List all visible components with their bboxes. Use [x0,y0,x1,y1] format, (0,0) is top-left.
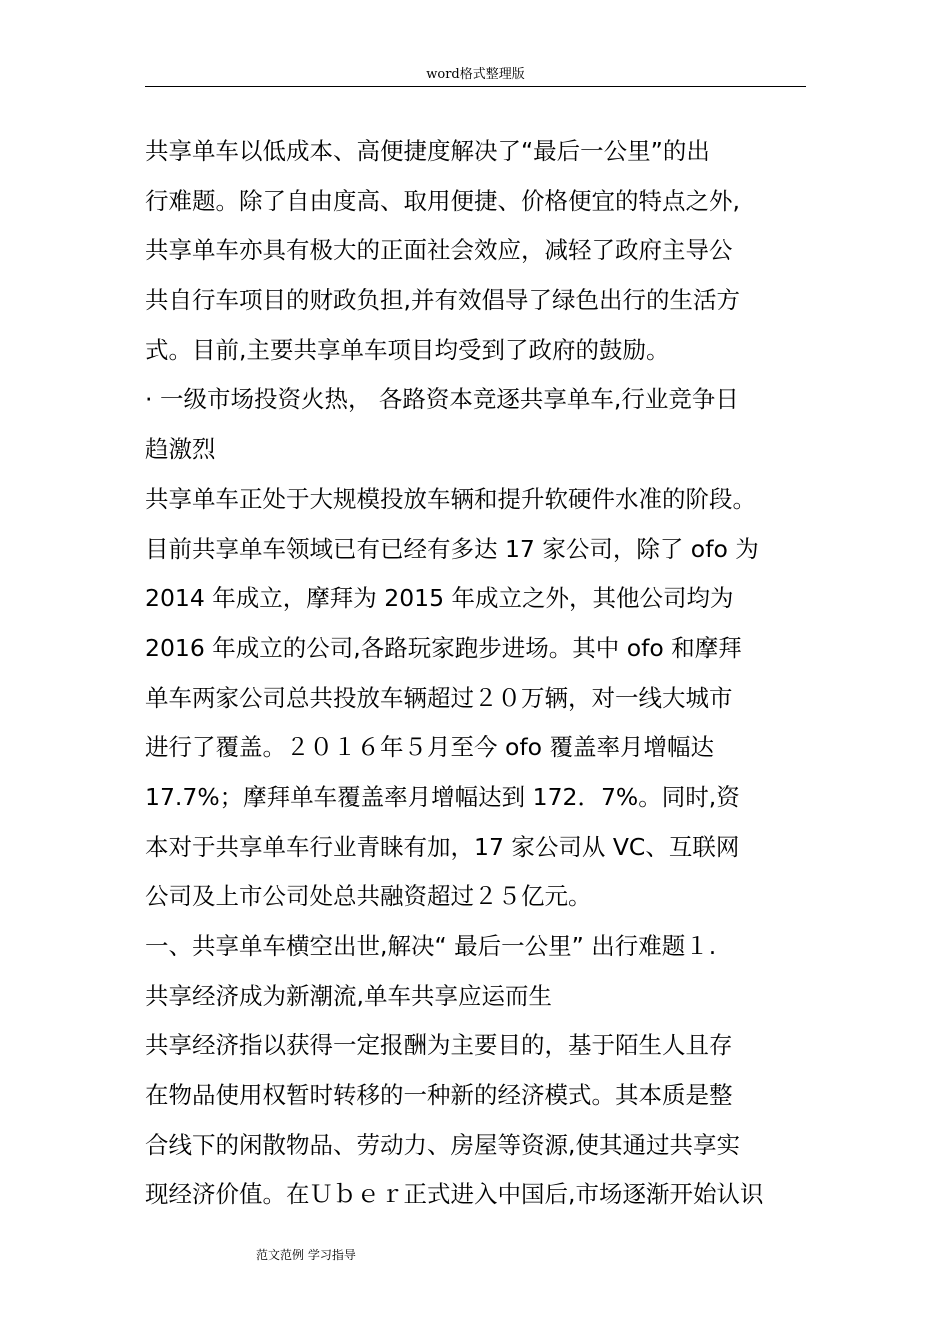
section-heading-line: 一、共享单车横空出世,解决“ 最后一公里” 出行难题１. [145,932,717,960]
text-line: 现经济价值。在Ｕｂｅｒ正式进入中国后,市场逐渐开始认识 [145,1180,764,1209]
text-line: 公司及上市公司处总共融资超过２５亿元。 [145,882,592,911]
text-line: 本对于共享单车行业青睐有加，17 家公司从 VC、互联网 [145,832,740,861]
text-line: 2014 年成立，摩拜为 2015 年成立之外，其他公司均为 [145,584,734,613]
page-header: word格式整理版 [145,66,806,87]
text-line: 共享单车亦具有极大的正面社会效应，减轻了政府主导公 [145,236,733,265]
text-line: 单车两家公司总共投放车辆超过２０万辆，对一线大城市 [145,683,733,712]
text-line: 目前共享单车领域已有已经有多达 17 家公司，除了 ofo 为 [145,534,759,563]
text-line: 行难题。除了自由度高、取用便捷、价格便宜的特点之外, [145,186,740,215]
text-line: 2016 年成立的公司,各路玩家跑步进场。其中 ofo 和摩拜 [145,633,742,662]
text-line: 共享单车以低成本、高便捷度解决了“最后一公里”的出 [145,137,710,165]
text-line: 共享单车正处于大规模投放车辆和提升软硬件水准的阶段。 [145,484,756,513]
section-heading-line: 趋激烈 [145,435,216,464]
section-heading-line: 共享经济成为新潮流,单车共享应运而生 [145,981,552,1010]
text-line: 共享经济指以获得一定报酬为主要目的，基于陌生人且存 [145,1031,733,1060]
text-line: 合线下的闲散物品、劳动力、房屋等资源,使其通过共享实 [145,1130,740,1159]
text-line: 进行了覆盖。２０１６年５月至今 ofo 覆盖率月增幅达 [145,733,714,762]
section-heading-line: · 一级市场投资火热， 各路资本竞逐共享单车,行业竞争日 [145,385,739,414]
page-footer: 范文范例 学习指导 [256,1248,356,1262]
text-line: 共自行车项目的财政负担,并有效倡导了绿色出行的生活方 [145,286,740,315]
document-body [145,127,810,1220]
text-line: 17.7%；摩拜单车覆盖率月增幅达到 172．7%。同时,资 [145,782,740,811]
text-line: 在物品使用权暂时转移的一种新的经济模式。其本质是整 [145,1081,733,1110]
text-line: 式。目前,主要共享单车项目均受到了政府的鼓励。 [145,335,670,364]
